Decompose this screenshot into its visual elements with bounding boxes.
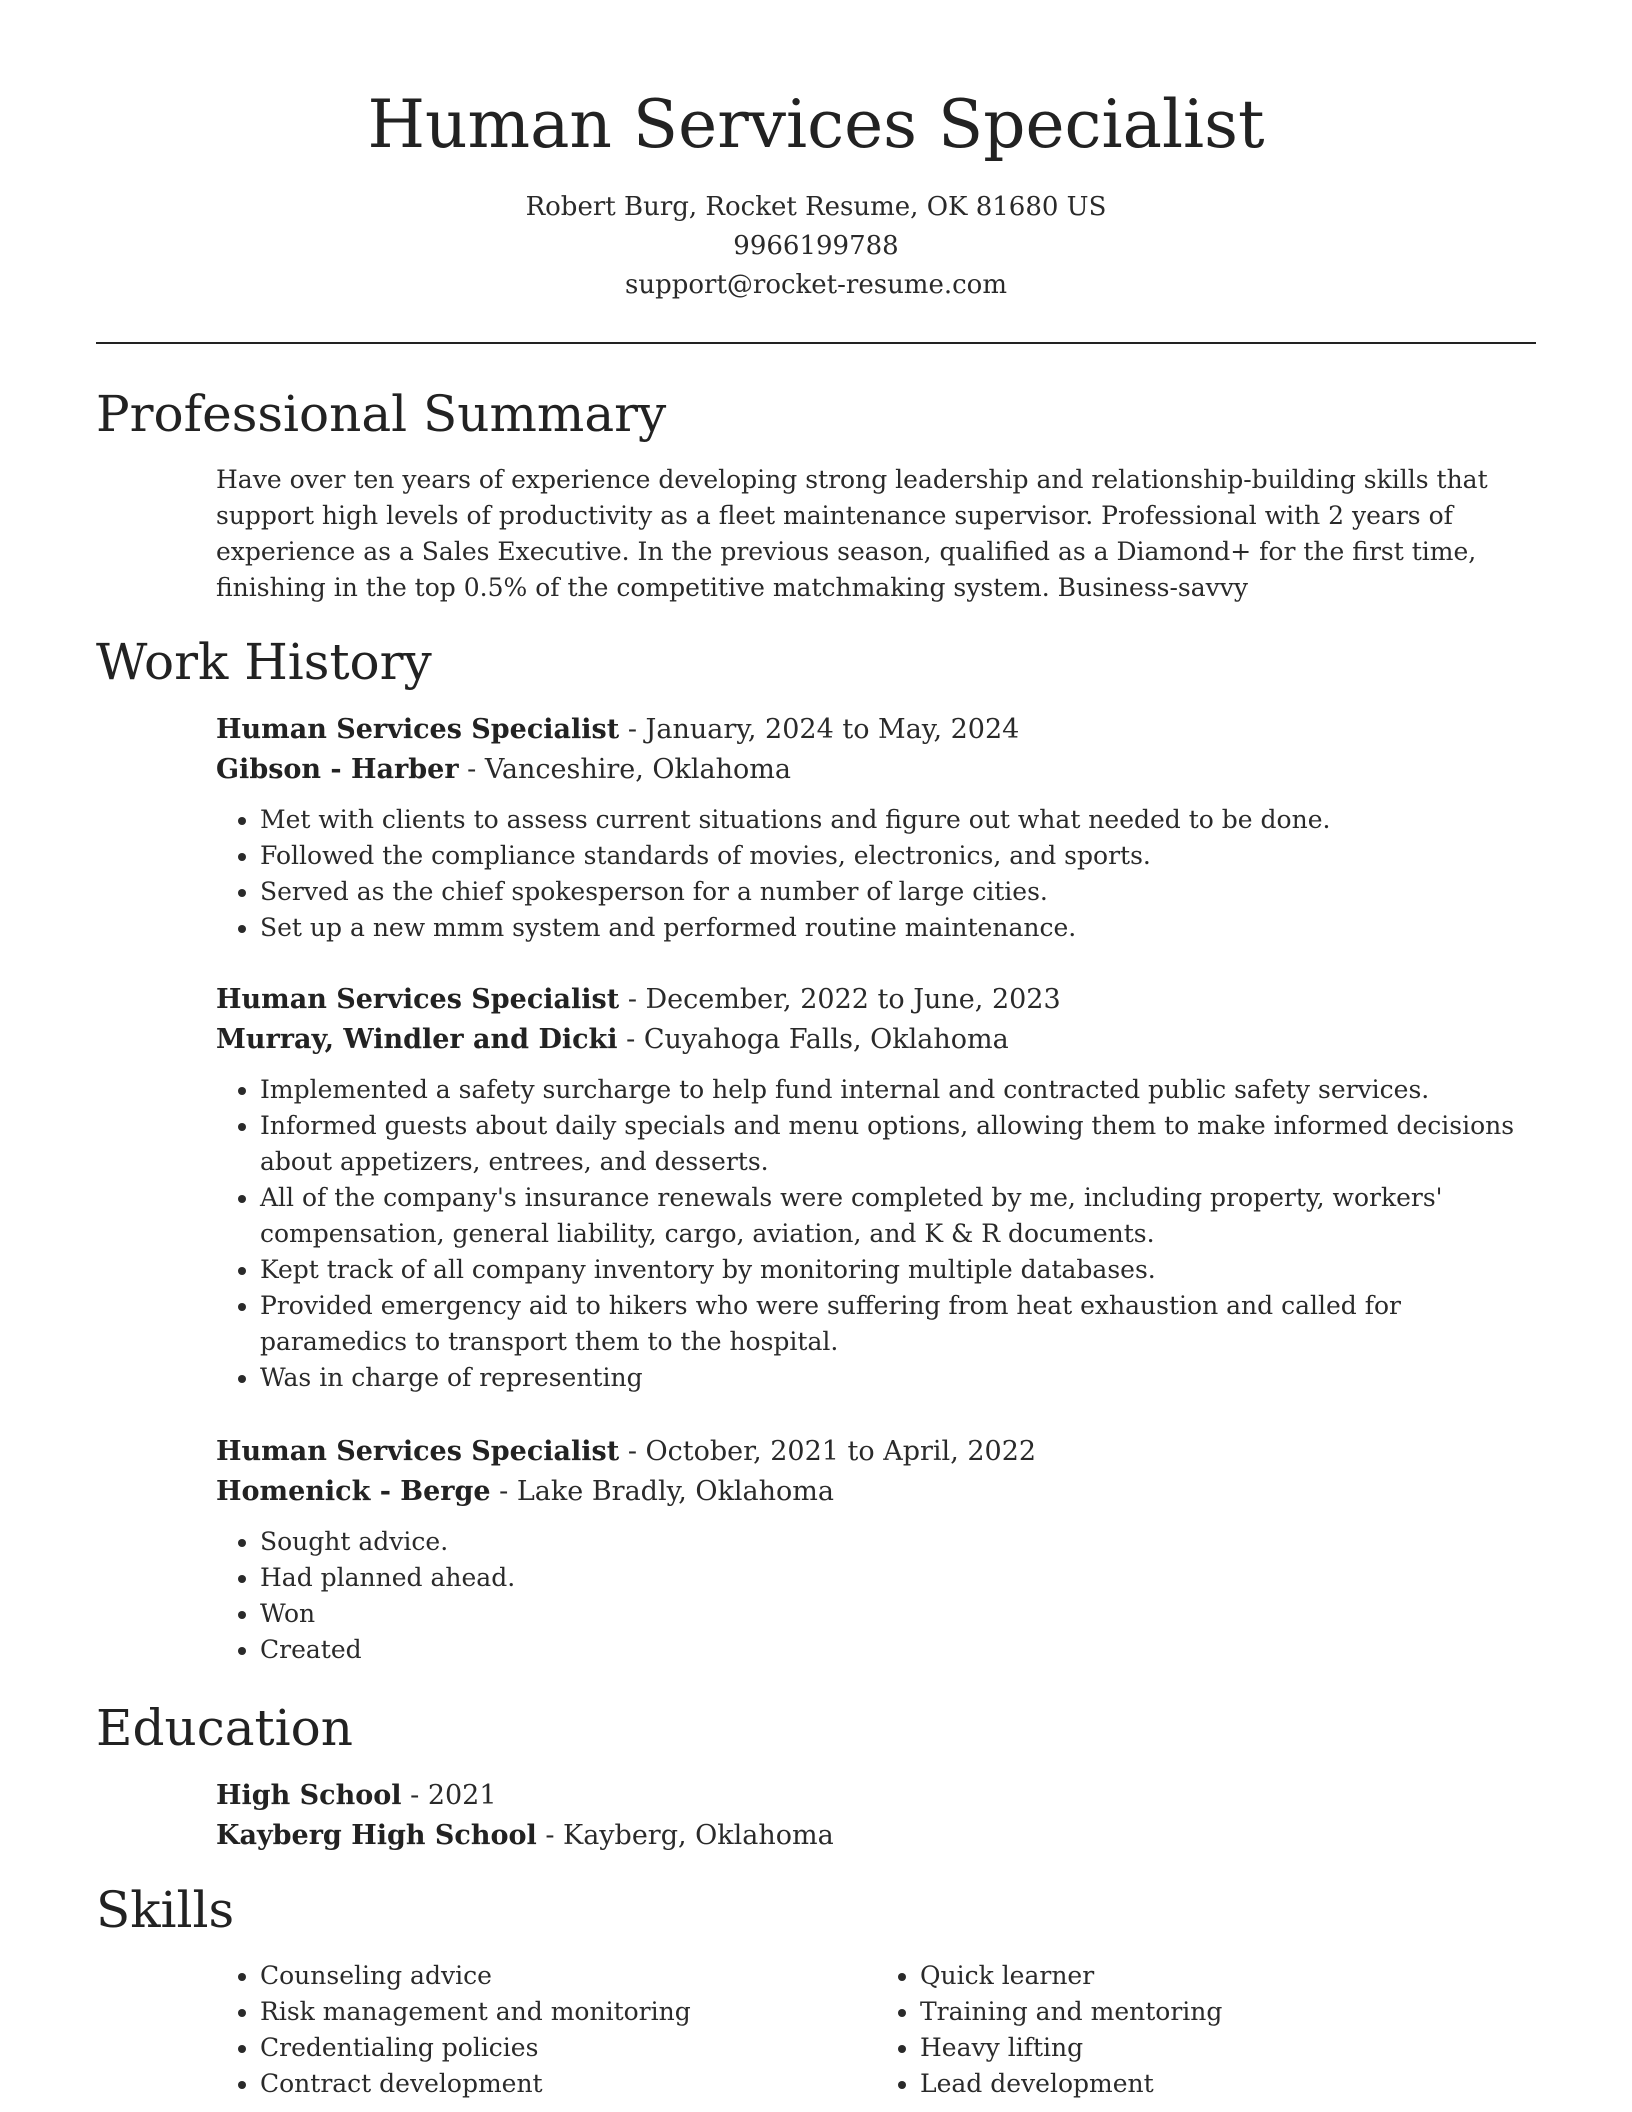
job-title-line <box>216 1432 1536 1472</box>
job-entry <box>216 980 1536 1396</box>
resume-header <box>96 80 1536 305</box>
job-company: Murray, Windler and Dicki <box>216 1024 618 1055</box>
education-degree-line <box>216 1776 1536 1816</box>
job-bullet: • All of the company's insurance renewals were completed by me, including property, workers' compensation, general liability, cargo, aviation, and K & R documents. <box>260 1180 1536 1252</box>
address-line: Robert Burg, Rocket Resume, OK 81680 US <box>525 192 1107 222</box>
header-divider <box>96 342 1536 344</box>
job-company-line <box>216 1020 1536 1060</box>
job-bullet: • Created <box>260 1632 1536 1668</box>
job-bullet: • Met with clients to assess current situations and figure out what needed to be done. <box>260 802 1536 838</box>
education-degree: High School <box>216 1780 402 1811</box>
job-dates: - January, 2024 to May, 2024 <box>619 714 1020 745</box>
education-location: - Kayberg, Oklahoma <box>536 1820 834 1851</box>
work-history-heading: Work History <box>96 633 432 691</box>
phone-line: 9966199788 <box>733 231 899 261</box>
skill-item: • Lead development <box>920 2066 1536 2102</box>
education-entry <box>216 1776 1536 1856</box>
summary-heading: Professional Summary <box>96 385 667 443</box>
summary-text: Have over ten years of experience developing strong leadership and relationship-building skills that support high levels of productivity as a fleet maintenance supervisor. Professional with 2 years of experience as a Sales Executive. In the previous season, qualified as a Diamond+ for the first time, finishing in the top 0.5% of the competitive matchmaking system. Business-savvy <box>216 465 1488 602</box>
job-entry <box>216 710 1536 946</box>
job-bullet: • Set up a new mmm system and performed routine maintenance. <box>260 910 1536 946</box>
job-title-line <box>216 980 1536 1020</box>
resume-title: Human Services Specialist <box>367 86 1265 163</box>
job-location: - Vanceshire, Oklahoma <box>458 754 791 785</box>
education-school: Kayberg High School <box>216 1820 537 1851</box>
education-school-line <box>216 1816 1536 1856</box>
skills-heading: Skills <box>96 1881 235 1939</box>
job-role: Human Services Specialist <box>216 714 620 745</box>
job-bullet: • Followed the compliance standards of movies, electronics, and sports. <box>260 838 1536 874</box>
job-location: - Lake Bradly, Oklahoma <box>490 1476 834 1507</box>
email-line: support@rocket-resume.com <box>624 270 1007 300</box>
job-company: Gibson - Harber <box>216 754 459 785</box>
job-bullet: • Won <box>260 1596 1536 1632</box>
job-bullet: • Had planned ahead. <box>260 1560 1536 1596</box>
job-bullet: • Sought advice. <box>260 1524 1536 1560</box>
skill-item: • Counseling advice <box>260 1958 876 1994</box>
education-year: - 2021 <box>401 1780 497 1811</box>
skills-column-left <box>216 1958 876 2102</box>
skills-column-right <box>876 1958 1536 2102</box>
job-bullet: • Was in charge of representing <box>260 1360 1536 1396</box>
job-dates: - December, 2022 to June, 2023 <box>619 984 1061 1015</box>
job-bullet: • Informed guests about daily specials and menu options, allowing them to make informed decisions about appetizers, entrees, and desserts. <box>260 1108 1536 1180</box>
job-company-line <box>216 1472 1536 1512</box>
skill-item: • Contract development <box>260 2066 876 2102</box>
skills-list <box>216 1958 1536 2102</box>
job-bullet: • Served as the chief spokesperson for a number of large cities. <box>260 874 1536 910</box>
skill-item: • Training and mentoring <box>920 1994 1536 2030</box>
skill-item: • Quick learner <box>920 1958 1536 1994</box>
job-bullets <box>216 1524 1536 1668</box>
job-bullet: • Provided emergency aid to hikers who were suffering from heat exhaustion and called for paramedics to transport them to the hospital. <box>260 1288 1536 1360</box>
job-bullets <box>216 802 1536 946</box>
job-role: Human Services Specialist <box>216 984 620 1015</box>
job-bullet: • Kept track of all company inventory by monitoring multiple databases. <box>260 1252 1536 1288</box>
job-company: Homenick - Berge <box>216 1476 491 1507</box>
job-title-line <box>216 710 1536 750</box>
skill-item: • Credentialing policies <box>260 2030 876 2066</box>
summary-section <box>216 462 1536 606</box>
job-role: Human Services Specialist <box>216 1436 620 1467</box>
skill-item: • Heavy lifting <box>920 2030 1536 2066</box>
job-bullets <box>216 1072 1536 1396</box>
job-entry <box>216 1432 1536 1668</box>
job-dates: - October, 2021 to April, 2022 <box>619 1436 1037 1467</box>
job-bullet: • Implemented a safety surcharge to help fund internal and contracted public safety services. <box>260 1072 1536 1108</box>
skill-item: • Risk management and monitoring <box>260 1994 876 2030</box>
job-location: - Cuyahoga Falls, Oklahoma <box>617 1024 1009 1055</box>
job-company-line <box>216 750 1536 790</box>
education-heading: Education <box>96 1699 353 1757</box>
